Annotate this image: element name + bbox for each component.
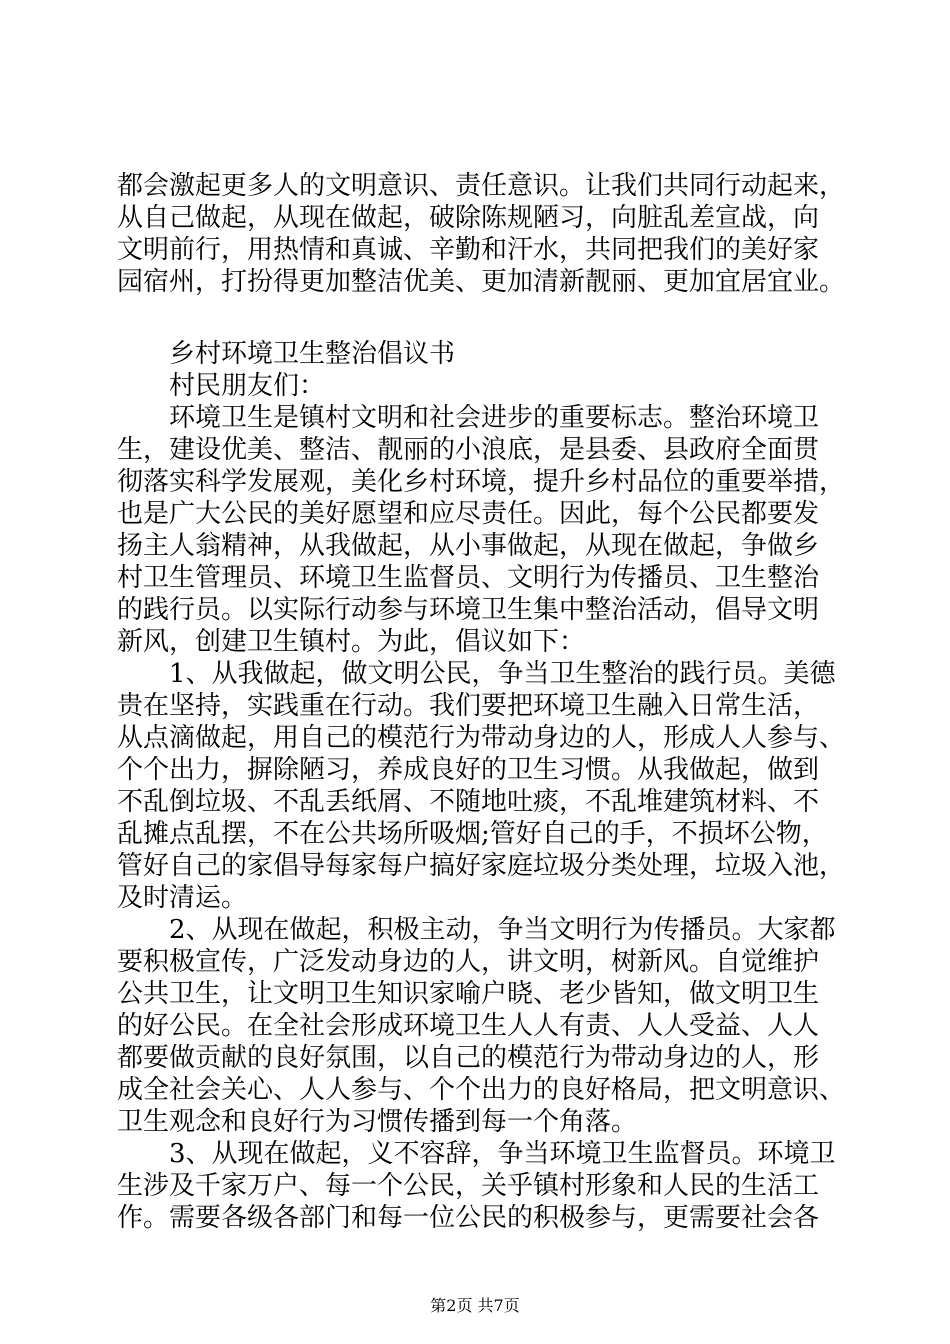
body-paragraph-item-2 [117,914,857,1138]
text-line: 公共卫生，让文明卫生知识家喻户晓、老少皆知，做文明卫生 [117,979,820,1009]
text-line: 都会激起更多人的文明意识、责任意识。让我们共同行动起来， [117,171,846,201]
paragraph-gap [117,298,857,338]
text-line: 2、从现在做起，积极主动，争当文明行为传播员。大家都 [169,915,836,945]
text-line: 生涉及千家万户、每一个公民，关乎镇村形象和人民的生活工 [117,1171,820,1201]
text-line: 也是广大公民的美好愿望和应尽责任。因此，每个公民都要发 [117,499,820,529]
text-line: 不乱倒垃圾、不乱丢纸屑、不随地吐痰，不乱堆建筑材料、不 [117,787,820,817]
text-line: 从自己做起，从现在做起，破除陈规陋习，向脏乱差宣战，向 [117,203,820,233]
document-title: 乡村环境卫生整治倡议书 [169,339,456,369]
text-line: 新风，创建卫生镇村。为此，倡议如下： [117,627,586,657]
text-line: 的好公民。在全社会形成环境卫生人人有责、人人受益、人人 [117,1011,820,1041]
text-line: 要积极宣传，广泛发动身边的人，讲文明，树新风。自觉维护 [117,947,820,977]
text-line: 个个出力，摒除陋习，养成良好的卫生习惯。从我做起，做到 [117,755,820,785]
salutation: 村民朋友们： [169,371,326,401]
text-line: 3、从现在做起，义不容辞，争当环境卫生监督员。环境卫 [169,1139,836,1169]
intro-paragraph [117,170,857,298]
text-line: 成全社会关心、人人参与、个个出力的良好格局，把文明意识、 [117,1075,846,1105]
text-line: 从点滴做起，用自己的模范行为带动身边的人，形成人人参与、 [117,723,846,753]
text-line: 卫生观念和良好行为习惯传播到每一个角落。 [117,1107,638,1137]
text-line: 都要做贡献的良好氛围，以自己的模范行为带动身边的人，形 [117,1043,820,1073]
text-line: 扬主人翁精神，从我做起，从小事做起，从现在做起，争做乡 [117,531,820,561]
text-line: 乱摊点乱摆，不在公共场所吸烟;管好自己的手，不损坏公物， [117,819,828,849]
text-line: 环境卫生是镇村文明和社会进步的重要标志。整治环境卫 [169,403,820,433]
page-number-footer: 第2页 共7页 [430,1296,520,1315]
text-line: 作。需要各级各部门和每一位公民的积极参与，更需要社会各 [117,1203,820,1233]
text-line: 彻落实科学发展观，美化乡村环境，提升乡村品位的重要举措， [117,467,846,497]
text-line: 文明前行，用热情和真诚、辛勤和汗水，共同把我们的美好家 [117,235,820,265]
text-line: 生，建设优美、整洁、靓丽的小浪底，是县委、县政府全面贯 [117,435,820,465]
body-paragraph-intro [117,402,857,658]
text-line: 村卫生管理员、环境卫生监督员、文明行为传播员、卫生整治 [117,563,820,593]
body-paragraph-item-1 [117,658,857,914]
text-line: 1、从我做起，做文明公民，争当卫生整治的践行员。美德 [169,659,836,689]
text-line: 园宿州，打扮得更加整洁优美、更加清新靓丽、更加宜居宜业。 [117,267,846,297]
document-body [117,170,857,1234]
text-line: 贵在坚持，实践重在行动。我们要把环境卫生融入日常生活， [117,691,820,721]
text-line: 的践行员。以实际行动参与环境卫生集中整治活动，倡导文明 [117,595,820,625]
body-paragraph-item-3 [117,1138,857,1234]
text-line: 管好自己的家倡导每家每户搞好家庭垃圾分类处理，垃圾入池， [117,851,846,881]
text-line: 及时清运。 [117,883,248,913]
